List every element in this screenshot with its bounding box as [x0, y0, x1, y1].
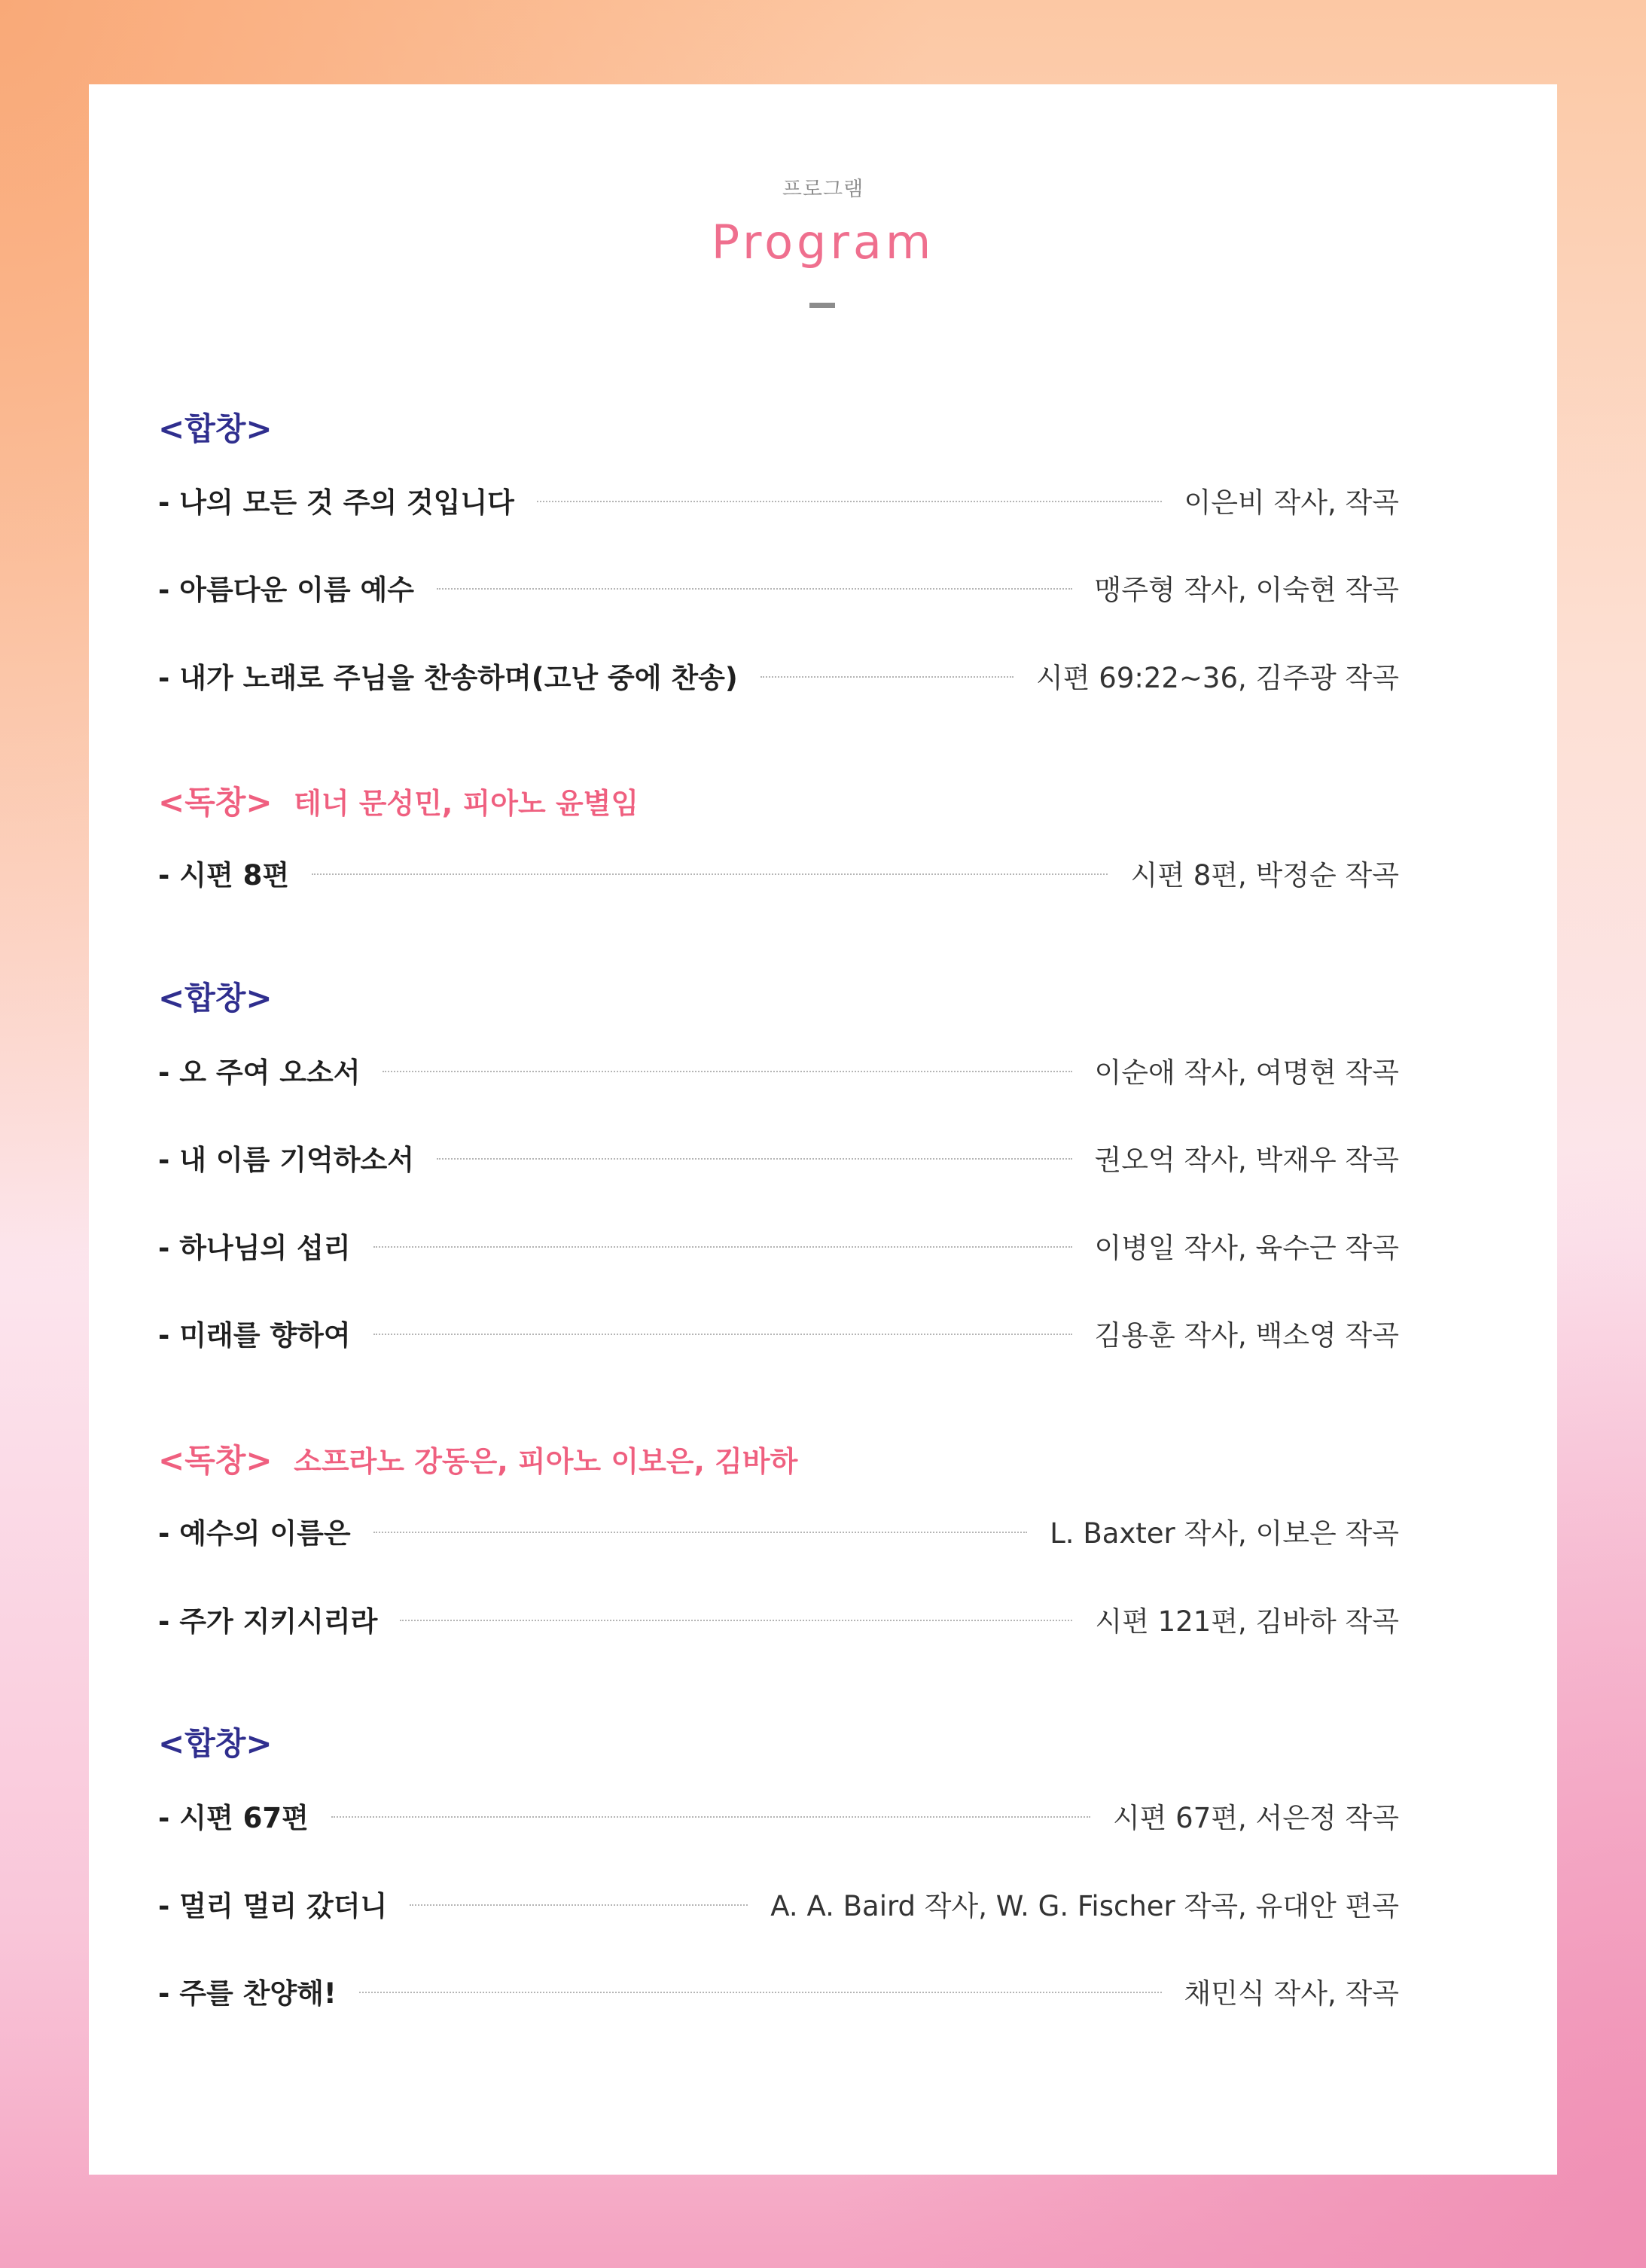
program-item: [158, 1796, 1399, 1835]
section-heading-choir-1: [158, 410, 283, 449]
piece-credit: 이병일 작사, 육수근 작곡: [1094, 1232, 1399, 1264]
program-sheet: [89, 84, 1557, 2175]
piece-title: - 시편 67편: [158, 1802, 309, 1834]
program-item: [158, 1313, 1399, 1352]
dotted-leader: [359, 1992, 1162, 1993]
piece-credit: A. A. Baird 작사, W. G. Fischer 작곡, 유대안 편곡: [770, 1890, 1399, 1922]
dotted-leader: [537, 501, 1162, 502]
program-item: [158, 1884, 1399, 1923]
dotted-leader: [761, 676, 1014, 678]
program-item: [158, 1138, 1399, 1177]
piece-title: - 멀리 멀리 갔더니: [158, 1890, 388, 1922]
piece-credit: 이순애 작사, 여명현 작곡: [1094, 1056, 1399, 1089]
piece-title: - 하나님의 섭리: [158, 1232, 351, 1264]
program-item: [158, 853, 1399, 892]
section-performers: 소프라노 강동은, 피아노 이보은, 김바하: [294, 1445, 798, 1478]
section-heading-choir-3: [158, 1724, 283, 1763]
piece-title: - 아름다운 이름 예수: [158, 574, 414, 606]
program-item: [158, 656, 1399, 695]
program-item: [158, 568, 1399, 607]
program-item: [158, 1511, 1399, 1550]
piece-title: - 내가 노래로 주님을 찬송하며(고난 중에 찬송): [158, 662, 738, 694]
piece-title: - 미래를 향하여: [158, 1319, 351, 1352]
piece-credit: 이은비 작사, 작곡: [1184, 486, 1399, 519]
program-item: [158, 480, 1399, 520]
piece-credit: 시편 8편, 박정순 작곡: [1130, 859, 1399, 892]
section-heading-solo-1: [158, 783, 639, 823]
dotted-leader: [410, 1904, 748, 1906]
piece-credit: 시편 69:22~36, 김주광 작곡: [1036, 662, 1399, 694]
piece-title: - 시편 8편: [158, 859, 290, 892]
dotted-leader: [312, 873, 1108, 875]
piece-credit: 김용훈 작사, 백소영 작곡: [1094, 1319, 1399, 1352]
section-heading-solo-2: [158, 1441, 797, 1481]
piece-title: - 오 주여 오소서: [158, 1056, 361, 1089]
dotted-leader: [373, 1246, 1072, 1248]
piece-credit: 권오억 작사, 박재우 작곡: [1094, 1144, 1399, 1176]
title-divider: [809, 303, 835, 308]
program-item: [158, 1971, 1399, 2010]
piece-credit: 시편 67편, 서은정 작곡: [1112, 1802, 1399, 1834]
piece-credit: 시편 121편, 김바하 작곡: [1095, 1605, 1399, 1638]
section-tag: <합창>: [158, 410, 273, 447]
program-item: [158, 1599, 1399, 1639]
dotted-leader: [383, 1071, 1071, 1072]
piece-title: - 나의 모든 것 주의 것입니다: [158, 486, 514, 519]
section-tag: <독창>: [158, 1442, 273, 1479]
dotted-leader: [437, 1158, 1072, 1160]
section-performers: 테너 문성민, 피아노 윤별임: [294, 787, 639, 820]
section-tag: <독창>: [158, 784, 273, 821]
program-subtitle: 프로그램: [782, 178, 864, 201]
dotted-leader: [373, 1334, 1072, 1335]
program-item: [158, 1050, 1399, 1090]
piece-title: - 내 이름 기억하소서: [158, 1144, 414, 1176]
piece-credit: 채민식 작사, 작곡: [1184, 1977, 1399, 2010]
section-tag: <합창>: [158, 980, 273, 1017]
program-item: [158, 1226, 1399, 1265]
piece-title: - 주를 찬양해!: [158, 1977, 337, 2010]
section-tag: <합창>: [158, 1725, 273, 1762]
dotted-leader: [373, 1532, 1028, 1533]
section-heading-choir-2: [158, 979, 283, 1018]
piece-credit: 맹주형 작사, 이숙현 작곡: [1094, 574, 1399, 606]
dotted-leader: [331, 1816, 1090, 1818]
piece-title: - 주가 지키시리라: [158, 1605, 378, 1638]
piece-credit: L. Baxter 작사, 이보은 작곡: [1050, 1517, 1399, 1550]
program-title: Program: [711, 215, 935, 270]
piece-title: - 예수의 이름은: [158, 1517, 351, 1550]
dotted-leader: [437, 588, 1072, 590]
dotted-leader: [400, 1620, 1072, 1621]
